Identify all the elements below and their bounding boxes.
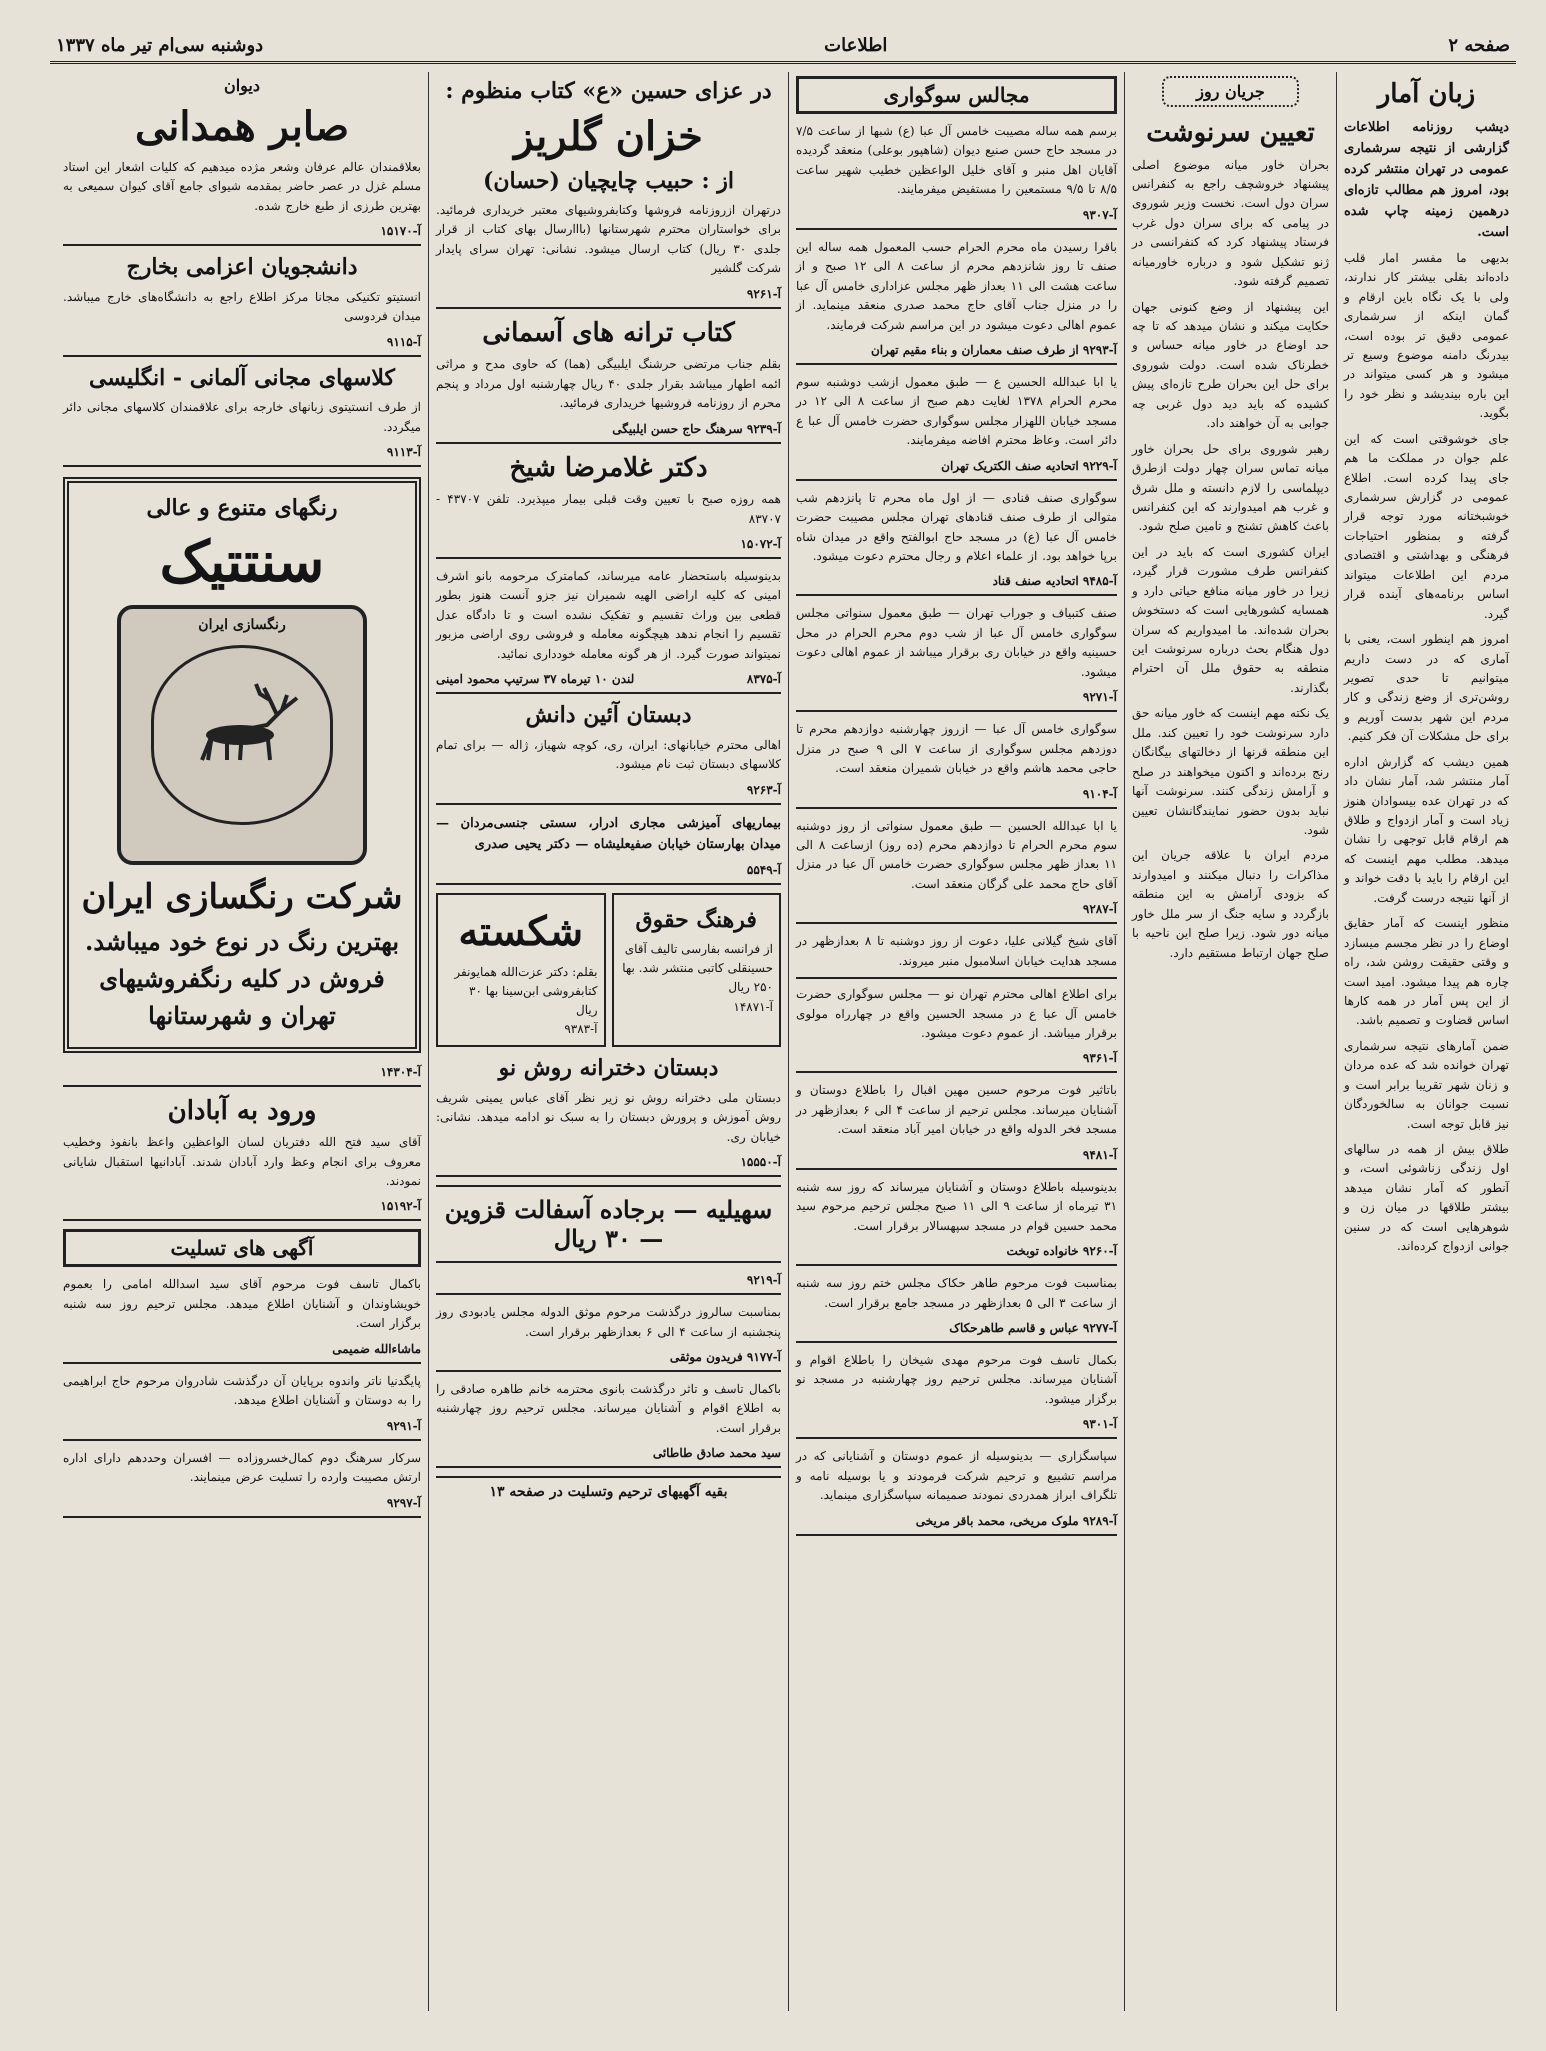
mourning-notice: آقای شیخ گیلانی علیا، دعوت از روز دوشنبه تا ۸ بعدازظهر در مسجد هدایت خیابان اسلامبول منبر میروند.	[796, 934, 1117, 968]
deer-icon	[172, 680, 312, 790]
later-notice-signature: آ-۹۲۹۱	[63, 1417, 421, 1441]
family-text: باکمال تاسف و تاثر درگذشت بانوی محترمه خانم طاهره صادقی را به اطلاع اقوام و آشنایان میرساند. مجلس ترحیم روز چهارشنبه برقرار است.	[436, 1382, 781, 1435]
asphalt-banner: سهیلیه — برجاده آسفالت قزوین — ۳۰ ریال	[436, 1185, 781, 1263]
mourning-notice-signature: آ-۹۳۰۱	[796, 1415, 1117, 1439]
last-notice-signature: آ-۹۲۹۷	[63, 1494, 421, 1518]
mourning-notice-signature: آ-۹۲۶۰ خانواده توبخت	[796, 1242, 1117, 1266]
classes-text: از طرف انستیتوی زبانهای خارجه برای علاقمندان کلاسهای مجانی دائر میگردد.	[63, 400, 421, 434]
editorial-paragraph: همین دیشب که گزارش اداره آمار منتشر شد، آمار نشان داد که در تهران عده بیسوادان هنوز زیاد است و آمار ازدواج و طلاق هم ارقام قابل توجهی را نشان میدهد. مطلب مهم اینست که این ارقام را باید با دقت خواند و از آنها نتیجه درست گرفت.	[1344, 754, 1509, 905]
commentary-paragraph: رهبر شوروی برای حل بحران خاور میانه تماس سران چهار دولت ازطرق دیپلماسی را لازم دانسته و ملل شرق و غرب هم امیدوارند که این کنفرانس باعث کاهش تشنج و تامین صلح شود.	[1132, 441, 1329, 534]
paint-ad-brand: سنتتیک	[159, 529, 325, 596]
commentary-paragraph: این پیشنهاد از وضع کنونی جهان حکایت میکند و نشان میدهد که تا چه حد اوضاع در خاور میانه حساس و خطرناک شده است. دولت شوروی برای حل این بحران طرح تازه‌ای پیش کشیده که باید دید دول غربی چه جوابی به آن خواهند داد.	[1132, 299, 1329, 431]
commentary-paragraph: ایران کشوری است که باید در این کنفرانس طرف مشورت قرار گیرد، زیرا در خاور میانه منافع حیاتی دارد و همسایه کشورهایی است که دستخوش بحران شده‌اند. ما امیدواریم که سران دول هنگام بحث درباره سرنوشت این منطقه به حقوق ملل آن احترام بگذارند.	[1132, 544, 1329, 695]
book-text: درتهران ازروزنامه فروشها وکتابفروشیهای معتبر خریداری فرمائید. برای خواستاران محترم شهرستانها (بااارسال بهای کتاب از قرار جلدی ۳۰ ریال) کتاب ارسال میشود. نشانی: تهران سرای پایدار شرکت گلشیر	[436, 203, 781, 276]
editorial-paragraph: طلاق بیش از همه در سالهای اول زندگی زناشوئی است، و آنطور که آمار نشان میدهد بیشتر طلاقها در میان زن و شوهرهایی است که در سنین جوانی ازدواج کرده‌اند.	[1344, 1142, 1509, 1254]
shekasteh-code: آ-۹۳۸۳	[564, 1022, 598, 1037]
songs-text: بقلم جناب مرتضی حرشنگ ایلبیگی (هما) که حاوی مدح و مراثی ائمه اطهار میباشد بقرار جلدی ۴۰ ریال چهارشنبه اول مرداد و پنجم محرم از روزنامه فروشیها خریداری فرمائید.	[436, 357, 782, 411]
classes-title: کلاسهای مجانی آلمانی - انگلیسی	[89, 364, 395, 391]
divider	[796, 977, 1117, 979]
memorial-text: بمناسبت سالروز درگذشت مرحوم موثق الدوله مجلس یادبودی روز پنجشنبه از ساعت ۴ الی ۶ بعدازظهر برقرار است.	[436, 1305, 781, 1339]
condolence-title: آگهی های تسلیت	[63, 1229, 421, 1267]
dictionary-title: فرهنگ حقوق	[635, 906, 757, 933]
paint-ad-heading: رنگهای متنوع و عالی	[146, 495, 338, 522]
commentary-title: تعیین سرنوشت	[1146, 118, 1315, 148]
asphalt-signature: آ-۹۲۱۹	[436, 1271, 781, 1295]
shekasteh-title: شکسته	[458, 907, 584, 955]
twin-ads	[436, 893, 781, 1048]
book-author: از : حبیب چایچیان (حسان)	[482, 167, 734, 194]
girls-school-signature: آ-۱۵۵۵۰	[436, 1153, 781, 1177]
column-commentary	[1124, 72, 1336, 2011]
paint-ad-body: بهترین رنگ در نوع خود میباشد. فروش در کلیه رنگفروشیهای تهران و شهرستانها	[84, 927, 399, 1031]
last-notice-text: سرکار سرهنگ دوم کمال‌خسروزاده — افسران وحددهم دارای اداره ارتش مصیبت وارده را تسلیت عرض مینمایند.	[63, 1450, 421, 1485]
mourning-notice: بدینوسیله باطلاع دوستان و آشنایان میرساند که روز سه شنبه ۳۱ تیرماه از ساعت ۹ الی ۱۱ صبح مجلس ترحیم مرحوم سید محمد حسین قوام در مسجد سپهسالار برقرار است.	[796, 1179, 1118, 1233]
shekasteh-ad	[436, 893, 606, 1048]
students-signature: آ-۹۱۱۵	[63, 333, 421, 357]
editorial-paragraph: بدیهی ما مفسر امار قلب داده‌اند بقلی بیشتر کار ندارند، ولی با یک نگاه باین ارقام و گمان اینکه از سرشماری عمومی دقیق تر بوده است، بیدرنگ دامنه موضوع وسیع تر میشود و هر کسی میتواند در این باره بیندیشد و نظر خود را بگوید.	[1344, 250, 1509, 421]
editorial-paragraph: ضمن آمارهای نتیجه سرشماری تهران خوانده شد که عده مردان و زنان شهر تقریبا برابر است و نسبت جوانان به سالخوردگان نیز قابل توجه است.	[1344, 1038, 1509, 1131]
mourning-notice-signature: آ-۹۱۰۴	[796, 785, 1117, 809]
paint-can-label	[151, 645, 333, 825]
dictionary-ad	[612, 893, 782, 1048]
mourning-notice-signature: آ-۹۴۸۱	[796, 1146, 1117, 1170]
memorial-signature: آ-۹۱۷۷ فریدون موثقی	[436, 1348, 781, 1372]
mourning-notice-signature: آ-۹۳۶۱	[796, 1049, 1117, 1073]
mourning-notice: سوگواری خامس آل عبا — ازروز چهارشنبه دوازدهم محرم تا دوزدهم مجلس سوگواری از ساعت ۷ الی ۹ صبح در منزل حاجی محمد هاشم واقع در خیابان شمیران منعقد است.	[796, 722, 1117, 776]
mourning-notice: بمناسبت فوت مرحوم طاهر حکاک مجلس ختم روز سه شنبه از ساعت ۳ الی ۵ بعدازظهر در مسجد جامع برقرار است.	[796, 1276, 1117, 1310]
girls-school-title: دبستان دخترانه روش نو	[498, 1055, 719, 1082]
book-top-heading: در عزای حسین «ع» کتاب منظوم :	[445, 78, 772, 104]
inheritance-notice: بدینوسیله باستحضار عامه میرساند، کمامترک مرحومه بانو اشرف امینی که کلیه اراضی الهیه شمیران نیز جزو آنست هنوز بطور قطعی بین وراث تقسیم و تفکیک نشده است و تا دادگاه عدل تقسیم را انجام ندهد هیچگونه معامله و فروشی روی اراضی مزبور نمیتواند صورت گیرد. از هر گونه معامله خودداری نمائید.	[436, 568, 781, 661]
paint-can-image	[117, 605, 367, 865]
clinic-signature: آ-۵۵۴۹	[436, 861, 781, 885]
paint-ad-signature: آ-۱۴۳۰۴	[63, 1063, 421, 1087]
condolence-text: باکمال تاسف فوت مرحوم آقای سید اسدالله امامی را بعموم خویشاوندان و آشنایان اطلاع میدهد. مجلس ترحیم روز سه شنبه برگزار است.	[63, 1277, 421, 1331]
paint-advertisement	[63, 477, 421, 1053]
mourning-notice: باقرا رسیدن ماه محرم الحرام حسب المعمول همه ساله این صنف تا روز شانزدهم محرم از ساعت ۸ الی ۱۲ صبح و از ساعت هشت الی ۱۱ بعداز ظهر مجلس عزاداری خامس آل عبا را در منزل جناب آقای حاج محمد صدری منعقد مینماید. از عموم اهالی دعوت میشود در این مراسم شرکت فرمایند.	[796, 239, 1118, 332]
continued-note: بقیه آگهیهای ترحیم وتسلیت در صفحه ۱۳	[436, 1476, 781, 1500]
arrival-text: آقای سید فتح الله دفتریان لسان الواعظین واعظ بانفوذ وخطیب معروف برای انجام وعظ وارد آبادان شدند. آبادانیها استقبال شایانی نمودند.	[63, 1135, 421, 1188]
editorial-intro: دیشب روزنامه اطلاعات گزارشی از نتیجه سرشماری عمومی در تهران منتشر کرده بود، امروز هم مطالب تازه‌ای درهمین زمینه چاپ شده است.	[1344, 119, 1509, 240]
doctor-text: همه روزه صبح با تعیین وقت قبلی بیمار میپذیرد. تلفن ۴۳۷۰۷ - ۸۳۷۰۷	[436, 492, 781, 526]
mourning-notice-signature: آ-۹۴۸۵ اتحادیه صنف قناد	[796, 572, 1117, 596]
mourning-notice-signature: آ-۹۳۰۷	[796, 206, 1117, 230]
poet-text: بعلاقمندان عالم عرفان وشعر مژده میدهیم که کلیات اشعار این استاد مسلم غزل در عصر حاضر بمقدمه شیوای جامع آقای کیوان سمیعی به بهترین طرزی از طبع خارج شده.	[63, 160, 421, 213]
commentary-paragraph: بحران خاور میانه موضوع اصلی پیشنهاد خروشچف راجع به کنفرانس سران دول است. نخست وزیر شوروی در پیامی که برای سران دول غرب فرستاد پیشنهاد کرد که کنفرانسی در ژنو تشکیل شود و درباره خاورمیانه تصمیم گرفته شود.	[1132, 157, 1329, 289]
mourning-notice: صنف کتبیاف و جوراب تهران — طبق معمول سنواتی مجلس سوگواری خامس آل عبا از شب دوم محرم الحرام در محل حسینیه واقع در خیابان ری برقرار میباشد از عموم اهالی دعوت میشود.	[796, 606, 1117, 679]
mourning-notice: بکمال تاسف فوت مرحوم مهدی شیخان را باطلاع اقوام و آشنایان میرساند. مجلس ترحیم روز چهارشنبه در مسجد نو برگزار میشود.	[796, 1352, 1117, 1406]
divan-label: دیوان	[223, 76, 261, 95]
mourning-notice-signature: آ-۹۲۸۹ ملوک مریخی، محمد باقر مریخی	[796, 1512, 1117, 1536]
mourning-notice-signature: آ-۹۲۷۷ عباس و قاسم طاهرحکاک	[796, 1319, 1117, 1343]
shekasteh-text: کتابفروشی ابن‌سینا بها ۳۰ ریال	[469, 983, 598, 1017]
editorial-paragraph: جای خوشوقتی است که این علم جوان در مملکت ما هم جای پیدا کرده است. اطلاع عمومی در گزارش سرشماری خوشبختانه مورد توجه قرار گرفته و بمنظور احتیاجات فرهنگی و بهداشتی و اقتصادی مردم این اطلاعات میتواند اساس برنامه‌های آینده قرار گیرد.	[1344, 431, 1509, 621]
mourning-notice-signature: آ-۹۲۹۳ از طرف صنف معماران و بناء مقیم تهران	[796, 341, 1117, 365]
mourning-notice: برای اطلاع اهالی محترم تهران نو — مجلس سوگواری حضرت خامس آل عبا ع در مسجد الحسین واقع در چهارراه مولوی برقرار میباشد. از عموم دعوت میشود.	[796, 987, 1117, 1040]
students-title: دانشجویان اعزامی بخارج	[126, 254, 358, 281]
doctor-signature: آ-۱۵۰۷۲	[436, 535, 781, 559]
page-header	[50, 30, 1516, 64]
newspaper-name: اطلاعات	[824, 35, 888, 56]
poet-name: صابر همدانی	[134, 103, 350, 150]
arrival-title: ورود به آبادان	[167, 1095, 317, 1126]
mourning-notice: سوگواری صنف قنادی — از اول ماه محرم تا پانزدهم شب متوالی از طرف صنف قنادهای تهران مجلس مصیبت حضرت خامس آل عبا (ع) در مسجد حاج ابوالفتح واقع در میدان شاه برپا خواهد بود. از علماء اعلام و رجال محترم دعوت میشود.	[796, 490, 1117, 563]
page-number: صفحه ۲	[1448, 35, 1510, 56]
commentary-paragraph: یک نکته مهم اینست که خاور میانه حق دارد سرنوشت خود را تعیین کند. ملل این منطقه قرنها از دخالتهای بیگانگان رنج برده‌اند و اکنون میخواهند در صلح و آرامش زندگی کنند. سرنوشت آنها نباید بدون حضور نمایندگانشان تعیین شود.	[1132, 706, 1329, 837]
classes-signature: آ-۹۱۱۳	[63, 443, 421, 467]
commentary-paragraph: مردم ایران با علاقه جریان این مذاکرات را دنبال میکنند و امیدوارند که بزودی آرامش به این منطقه بازگردد و سایه جنگ از سر ملل خاور میانه دور شود. زیرا صلح این ناحیه با صلح جهان ارتباط مستقیم دارد.	[1132, 848, 1329, 960]
columns	[50, 72, 1516, 2011]
school-title: دبستان آئین دانش	[525, 702, 692, 729]
mourning-notice: یا ابا عبدالله الحسین — طبق معمول سنواتی از روز دوشنبه سوم محرم الحرام تا دوازدهم محرم (ده روز) ازساعت ۸ الی ۱۱ بعداز ظهر مجلس سوگواری حضرت خامس آل عبا در منزل آقای حاج محمد علی گرگان منعقد است.	[796, 818, 1118, 891]
book-title: خزان گلریز	[514, 112, 703, 160]
mourning-notice-signature: آ-۹۲۷۱	[796, 688, 1117, 712]
songs-signature: آ-۹۲۳۹ سرهنگ حاج حسن ایلبیگی	[436, 420, 781, 444]
dictionary-text: از فرانسه بفارسی تالیف آقای حسینقلی کاتبی منتشر شد. بها ۲۵۰ ریال	[622, 942, 773, 995]
later-notice-text: پایگدنیا ناتر واندوه برپایان آن درگذشت شادروان مرحوم حاج ابراهیمی را به دوستان و آشنایان اطلاع میدهد.	[63, 1373, 421, 1408]
paint-ad-company: شرکت رنگسازی ایران	[81, 877, 403, 918]
paint-can-text: رنگسازی ایران	[198, 617, 286, 634]
book-signature: آ-۹۲۶۱	[436, 285, 781, 309]
mourning-notice: باتاثیر فوت مرحوم حسین مهین اقبال را باطلاع دوستان و آشنایان میرساند. مجلس ترحیم از ساعت ۴ الی ۶ بعدازظهر در مسجد فخر الدوله واقع در خیابان امیر آباد منعقد است.	[796, 1083, 1117, 1137]
doctor-title: دکتر غلامرضا شیخ	[509, 452, 708, 483]
mourning-notice: یا ابا عبدالله الحسین ع — طبق معمول ازشب دوشنبه سوم محرم الحرام ۱۳۷۸ لغایت دهم صبح از ساعت ۸ الی ۱۲ در مسجد خیابان اللهزار مجلس سوگواری حضرت خامس آل عبا ع دائر است. وعاظ محترم افاضه میفرمایند.	[796, 374, 1117, 448]
poet-signature: آ-۱۵۱۷۰	[63, 222, 421, 246]
school-text: اهالی محترم خیابانهای: ایران، ری، کوچه شهیاز، ژاله — برای تمام کلاسهای دبستان ثبت نام میشود.	[436, 737, 781, 772]
girls-school-text: دبستان ملی دخترانه روش نو زیر نظر آقای عباس یمینی شریف روش آموزش و پرورش دبستان را به سبک نو ادامه میدهد. نشانی: خیابان ری.	[436, 1090, 781, 1144]
issue-date: دوشنبه سی‌ام تیر ماه ۱۳۳۷	[56, 35, 264, 56]
shekasteh-subtitle: بقلم: دکتر عزت‌الله همایونفر	[454, 964, 598, 979]
section-box-label: جریان روز	[1162, 76, 1300, 107]
mourning-notices	[796, 122, 1117, 1536]
column-editorial	[1336, 72, 1516, 2011]
school-signature: آ-۹۲۶۳	[436, 781, 781, 805]
editorial-paragraph: امروز هم اینطور است، یعنی با آماری که در دست داریم میتوانیم تا حدی تصویر روشن‌تری از وضع زندگی و کار مردم این شهر بدست آوریم و برای حل مشکلات آن فکر کنیم.	[1344, 632, 1509, 744]
inheritance-signature: آ-۸۳۷۵ لندن ۱۰ تیرماه ۳۷ سرتیپ محمود امینی	[436, 670, 781, 694]
condolence-signature: ماشاءالله ضمیمی	[63, 1340, 421, 1364]
editorial-paragraph: منظور اینست که آمار حقایق اوضاع را در نظر مجسم میسازد و وقتی حقیقت روشن شد، راه چاره هم پیدا میشود. امید است از این پس آمار در همه کارها اساس قضاوت و تصمیم باشد.	[1344, 916, 1509, 1028]
editorial-title: زبان آمار	[1377, 79, 1476, 109]
songs-title: کتاب ترانه های آسمانی	[482, 317, 735, 348]
mourning-notice-signature: آ-۹۲۲۹ اتحادیه صنف الکتریک تهران	[796, 457, 1117, 481]
mourning-notice-signature: آ-۹۲۸۷	[796, 900, 1117, 924]
mourning-notice: برسم همه ساله مصیبت خامس آل عبا (ع) شبها از ساعت ۷/۵ در مسجد حاج حسن صنیع دیوان (شاهپور بوعلی) منعقد گردیده آقایان اهل منبر و آقای خلیل الواعظین خطیب شهیر ساعت ۸/۵ تا ۹/۵ مستمعین را مستفیض میفرمایند.	[796, 124, 1117, 197]
column-mourning	[788, 72, 1124, 2011]
mourning-section-title: مجالس سوگواری	[796, 76, 1117, 114]
arrival-signature: آ-۱۵۱۹۲	[63, 1197, 421, 1221]
family-signature: سید محمد صادق طاطائی	[436, 1444, 781, 1468]
column-ads-left	[56, 72, 428, 2011]
mourning-notice: سپاسگزاری — بدینوسیله از عموم دوستان و آشنایانی که در مراسم تشییع و ترحیم شرکت فرمودند و یا بوسیله نامه و تلگراف ابراز همدردی نمودند صمیمانه سپاسگزاری مینماید.	[796, 1449, 1117, 1503]
dictionary-code: آ-۱۴۸۷۱	[733, 999, 773, 1014]
clinic-text: بیماریهای آمیزشی مجاری ادرار، سستی جنسی‌مردان — میدان بهارستان خیابان صفیعلیشاه — دکتر یحیی صدری	[436, 815, 781, 852]
column-ads-center	[428, 72, 788, 2011]
students-text: انستیتو تکنیکی مجانا مرکز اطلاع راجع به دانشگاه‌های خارج میباشد. میدان فردوسی	[63, 289, 421, 324]
